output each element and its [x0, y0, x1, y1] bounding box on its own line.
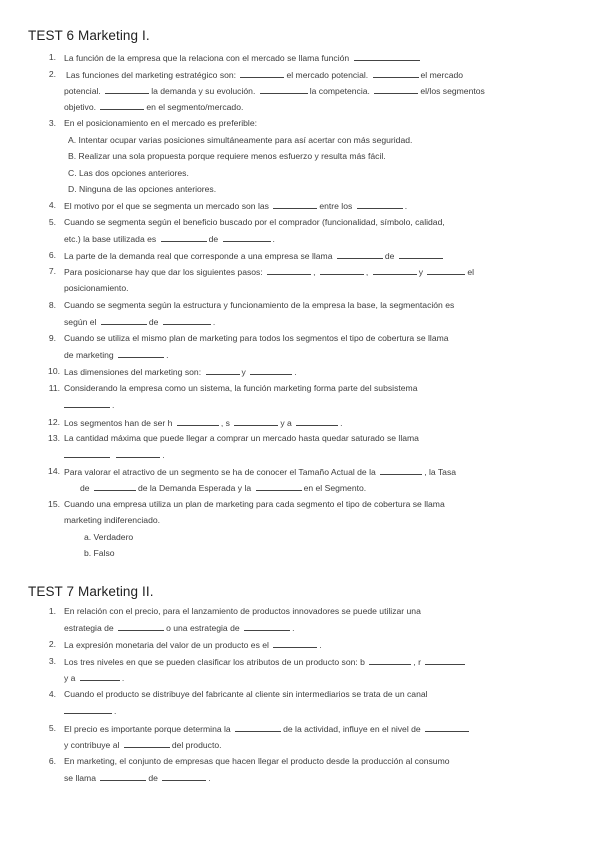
q6-9-text-line1: Cuando se utiliza el mismo plan de marketing para todos los segmentos el tipo de cobertura se llama: [64, 333, 449, 343]
answer-blank[interactable]: [399, 250, 443, 259]
answer-blank[interactable]: [296, 417, 338, 426]
q7-2-number: 2.: [48, 639, 56, 649]
answer-blank[interactable]: [244, 622, 290, 631]
q6-2-text-line2: potencial. la demanda y su evolución. la competencia. el/los segmentos: [64, 86, 485, 96]
answer-blank[interactable]: [373, 69, 419, 78]
q6-6-number: 6.: [48, 250, 56, 260]
q6-4-text: El motivo por el que se segmenta un mercado son las entre los .: [64, 201, 408, 211]
q7-6-text-line1: En marketing, el conjunto de empresas que hacen llegar el producto desde la producción al consumo: [64, 756, 450, 766]
answer-blank[interactable]: [94, 482, 136, 491]
q6-1-number: 1.: [48, 52, 56, 62]
q7-1-text-line2: estrategia de o una estrategia de .: [64, 623, 295, 633]
q6-7-text-line2: posicionamiento.: [64, 283, 129, 293]
answer-blank[interactable]: [240, 69, 284, 78]
q7-4-text-line1: Cuando el producto se distribuye del fabricante al cliente sin intermediarios se trata de un canal: [64, 689, 428, 699]
q7-3-number: 3.: [48, 656, 56, 666]
q6-13-number: 13.: [48, 433, 60, 443]
q6-5-text-line2: etc.) la base utilizada es de .: [64, 234, 275, 244]
q6-3-option-a[interactable]: A. Intentar ocupar varias posiciones simultáneamente para así acertar con más seguridad.: [68, 135, 413, 145]
q7-4-number: 4.: [48, 689, 56, 699]
q6-5-number: 5.: [48, 217, 56, 227]
q6-7-number: 7.: [48, 266, 56, 276]
answer-blank[interactable]: [162, 772, 206, 781]
answer-blank[interactable]: [425, 656, 465, 665]
q6-3-option-c[interactable]: C. Las dos opciones anteriores.: [68, 168, 189, 178]
answer-blank[interactable]: [80, 672, 120, 681]
answer-blank[interactable]: [260, 85, 308, 94]
answer-blank[interactable]: [116, 449, 160, 458]
q6-11-text-line1: Considerando la empresa como un sistema, la función marketing forma parte del subsistema: [64, 383, 418, 393]
q6-13-text-line2: .: [64, 449, 165, 460]
answer-blank[interactable]: [234, 417, 278, 426]
answer-blank[interactable]: [267, 266, 311, 275]
answer-blank[interactable]: [177, 417, 219, 426]
q6-12-text: Los segmentos han de ser h , s y a .: [64, 418, 343, 428]
answer-blank[interactable]: [427, 266, 465, 275]
q6-3-option-d[interactable]: D. Ninguna de las opciones anteriores.: [68, 184, 217, 194]
q7-6-text-line2: se llama de .: [64, 773, 211, 783]
q6-3-text: En el posicionamiento en el mercado es preferible:: [64, 118, 257, 128]
answer-blank[interactable]: [273, 200, 317, 209]
q7-5-text-line1: El precio es importante porque determina la de la actividad, influye en el nivel de: [64, 723, 471, 734]
answer-blank[interactable]: [369, 656, 411, 665]
answer-blank[interactable]: [105, 85, 149, 94]
q6-9-text-line2: de marketing .: [64, 350, 169, 360]
q6-9-number: 9.: [48, 333, 56, 343]
answer-blank[interactable]: [250, 366, 292, 375]
answer-blank[interactable]: [64, 705, 112, 714]
answer-blank[interactable]: [118, 349, 164, 358]
answer-blank[interactable]: [100, 772, 146, 781]
q6-3-number: 3.: [48, 118, 56, 128]
q6-11-number: 11.: [48, 383, 60, 393]
q6-14-number: 14.: [48, 466, 60, 476]
q6-2-text-line1: Las funciones del marketing estratégico son: el mercado potencial. el mercado: [66, 70, 464, 80]
q6-11-text-line2: .: [64, 399, 114, 410]
q6-14-text-line2: de de la Demanda Esperada y la en el Segmento.: [80, 483, 367, 493]
answer-blank[interactable]: [64, 399, 110, 408]
answer-blank[interactable]: [163, 316, 211, 325]
q6-14-text-line1: Para valorar el atractivo de un segmento se ha de conocer el Tamaño Actual de la , la Tasa: [64, 467, 457, 477]
answer-blank[interactable]: [161, 233, 207, 242]
q6-15-number: 15.: [48, 499, 60, 509]
q7-2-text: La expresión monetaria del valor de un producto es el .: [64, 640, 322, 650]
q7-5-number: 5.: [48, 723, 56, 733]
test6-title: TEST 6 Marketing I.: [28, 28, 150, 43]
q6-12-number: 12.: [48, 417, 60, 427]
q6-1-text: La función de la empresa que la relaciona con el mercado se llama función: [64, 52, 422, 63]
q6-4-number: 4.: [48, 200, 56, 210]
answer-blank[interactable]: [223, 233, 271, 242]
answer-blank[interactable]: [100, 101, 144, 110]
answer-blank[interactable]: [118, 622, 164, 631]
test7-title: TEST 7 Marketing II.: [28, 584, 154, 599]
answer-blank[interactable]: [206, 366, 240, 375]
q6-10-number: 10.: [48, 366, 60, 376]
q6-5-text-line1: Cuando se segmenta según el beneficio buscado por el comprador (funcionalidad, símbolo, calidad,: [64, 217, 445, 227]
answer-blank[interactable]: [235, 723, 281, 732]
answer-blank[interactable]: [354, 52, 420, 61]
q7-1-text-line1: En relación con el precio, para el lanzamiento de productos innovadores se puede utilizar una: [64, 606, 421, 616]
answer-blank[interactable]: [425, 723, 469, 732]
q6-15-option-a[interactable]: a. Verdadero: [84, 532, 134, 542]
q7-5-text-line2: y contribuye al del producto.: [64, 740, 222, 750]
q6-6-text: La parte de la demanda real que corresponde a una empresa se llama de: [64, 250, 445, 261]
q7-1-number: 1.: [48, 606, 56, 616]
answer-blank[interactable]: [101, 316, 147, 325]
answer-blank[interactable]: [337, 250, 383, 259]
answer-blank[interactable]: [256, 482, 302, 491]
q6-7-text-line1: Para posicionarse hay que dar los siguientes pasos: , , y el: [64, 267, 475, 277]
answer-blank[interactable]: [357, 200, 403, 209]
q7-4-text-line2: .: [64, 705, 116, 716]
q7-6-number: 6.: [48, 756, 56, 766]
q6-3-option-b[interactable]: B. Realizar una sola propuesta porque requiere menos esfuerzo y resulta más fácil.: [68, 151, 386, 161]
answer-blank[interactable]: [124, 739, 170, 748]
answer-blank[interactable]: [273, 639, 317, 648]
q6-13-text-line1: La cantidad máxima que puede llegar a comprar un mercado hasta quedar saturado se llama: [64, 433, 419, 443]
answer-blank[interactable]: [320, 266, 364, 275]
q6-2-number: 2.: [48, 69, 56, 79]
q6-8-text-line1: Cuando se segmenta según la estructura y funcionamiento de la empresa la base, la segmentación es: [64, 300, 455, 310]
answer-blank[interactable]: [374, 85, 418, 94]
answer-blank[interactable]: [64, 449, 110, 458]
q7-3-text-line2: y a .: [64, 673, 125, 683]
q7-3-text-line1: Los tres niveles en que se pueden clasificar los atributos de un producto son: b , r: [64, 656, 467, 667]
q6-15-text-line2: marketing indiferenciado.: [64, 515, 161, 525]
q6-2-text-line3: objetivo. en el segmento/mercado.: [64, 102, 244, 112]
q6-8-number: 8.: [48, 300, 56, 310]
q6-8-text-line2: según el de .: [64, 317, 216, 327]
q6-15-text-line1: Cuando una empresa utiliza un plan de marketing para cada segmento el tipo de cobertura se llama: [64, 499, 445, 509]
q6-15-option-b[interactable]: b. Falso: [84, 548, 115, 558]
answer-blank[interactable]: [380, 466, 422, 475]
q6-10-text: Las dimensiones del marketing son: y .: [64, 367, 297, 377]
answer-blank[interactable]: [373, 266, 417, 275]
